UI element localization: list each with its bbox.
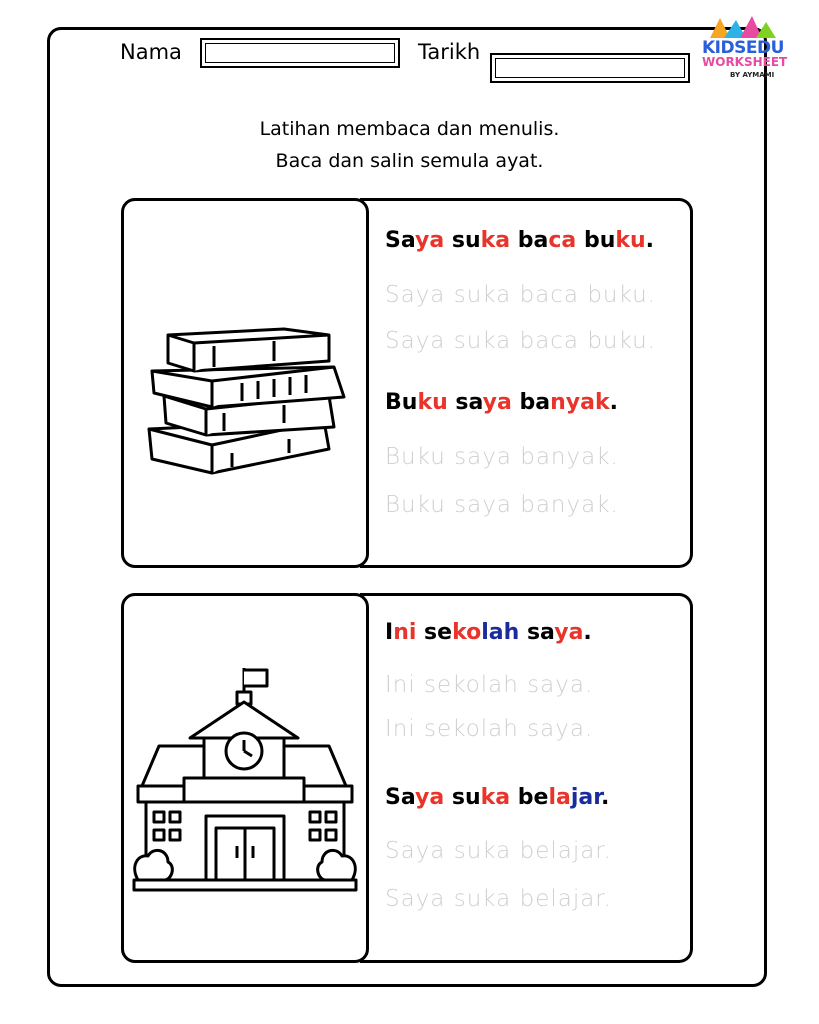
logo-text-3: BY AYMAMI xyxy=(730,71,775,79)
syllable: ya xyxy=(482,390,512,415)
syllable: I xyxy=(385,620,394,645)
syllable: ka xyxy=(480,228,511,253)
card1-image-panel xyxy=(121,198,369,568)
date-field[interactable] xyxy=(490,53,690,83)
card1-trace-1b: Saya suka baca buku. xyxy=(385,328,657,354)
card2-sentence-1 xyxy=(385,620,592,645)
syllable: ca xyxy=(548,228,577,253)
syllable: la xyxy=(548,785,571,810)
syllable: jar xyxy=(570,785,601,810)
card2-trace-2a: Saya suka belajar. xyxy=(385,838,612,864)
logo-text-1: KIDSEDU xyxy=(702,38,784,58)
syllable: ku xyxy=(417,390,448,415)
syllable: ya xyxy=(415,785,445,810)
syllable: ko xyxy=(452,620,482,645)
syllable: bu xyxy=(576,228,616,253)
card1-trace-2b: Buku saya banyak. xyxy=(385,492,619,518)
card1-sentence-2 xyxy=(385,390,618,415)
syllable: . xyxy=(645,228,655,253)
syllable: ya xyxy=(415,228,445,253)
syllable: se xyxy=(416,620,453,645)
syllable: . xyxy=(583,620,592,645)
syllable: Sa xyxy=(385,785,416,810)
syllable: a xyxy=(400,228,416,253)
syllable: ku xyxy=(615,228,646,253)
school-building-icon xyxy=(124,596,366,960)
syllable: ya xyxy=(554,620,584,645)
syllable: ka xyxy=(480,785,511,810)
card2-sentence-2 xyxy=(385,785,609,810)
logo-shapes-icon xyxy=(700,14,784,40)
card2-trace-1b: Ini sekolah saya. xyxy=(385,716,594,742)
logo-text-2: WORKSHEET xyxy=(702,55,788,69)
syllable: S xyxy=(385,228,401,253)
syllable: ba xyxy=(511,390,551,415)
syllable: lah xyxy=(481,620,520,645)
card1-trace-2a: Buku saya banyak. xyxy=(385,444,619,470)
card1-trace-1a: Saya suka baca buku. xyxy=(385,282,657,308)
syllable: . xyxy=(600,785,610,810)
card2-image-panel xyxy=(121,593,369,963)
books-stack-icon xyxy=(124,201,366,565)
syllable: be xyxy=(510,785,549,810)
syllable: ba xyxy=(510,228,549,253)
card2-trace-1a: Ini sekolah saya. xyxy=(385,672,594,698)
syllable: . xyxy=(609,390,618,415)
syllable: Bu xyxy=(385,390,418,415)
instruction-line-1: Latihan membaca dan menulis. xyxy=(259,118,560,140)
date-label: Tarikh xyxy=(418,40,481,64)
syllable: sa xyxy=(447,390,483,415)
name-field[interactable] xyxy=(200,38,400,68)
card2-trace-2b: Saya suka belajar. xyxy=(385,886,612,912)
name-label: Nama xyxy=(120,40,182,64)
syllable: su xyxy=(444,785,481,810)
instruction-line-2: Baca dan salin semula ayat. xyxy=(275,150,544,172)
card1-sentence-1 xyxy=(385,228,654,253)
syllable: su xyxy=(444,228,481,253)
syllable: ni xyxy=(393,620,417,645)
kidsedu-logo xyxy=(700,14,788,84)
syllable: nyak xyxy=(550,390,610,415)
syllable: sa xyxy=(519,620,555,645)
